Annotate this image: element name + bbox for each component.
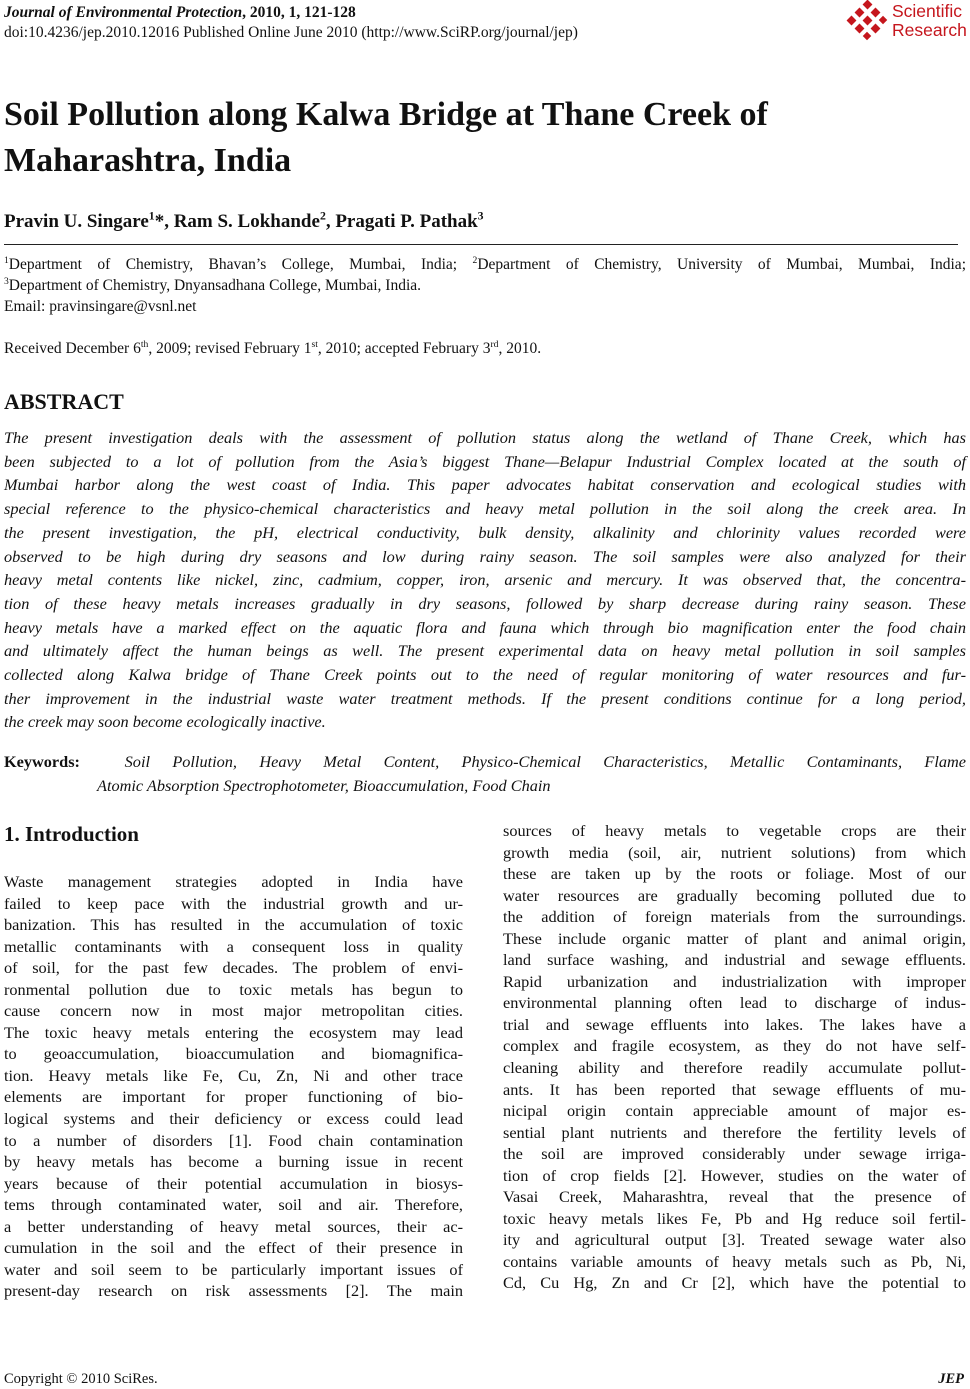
- body-text-line: the soil are improved considerably under sewage irriga-: [503, 1144, 966, 1164]
- author-affil-marker: 3: [477, 209, 484, 223]
- body-text-line: years because of their potential accumulation in biosys-: [4, 1173, 463, 1193]
- publisher-logo: [846, 0, 970, 44]
- article-title: [4, 92, 934, 184]
- affiliation-text: Department of Chemistry, Bhavan’s College, Mumbai, India;: [8, 256, 473, 273]
- scientific-research-logo-icon: [846, 0, 890, 44]
- body-text-line: to a number of disorders [1]. Food chain contamination: [4, 1130, 463, 1150]
- keywords: [4, 750, 966, 797]
- body-text-line: Waste management strategies adopted in India have: [4, 872, 463, 891]
- body-text-line: These include organic matter of plant and animal origin,: [503, 928, 966, 948]
- body-text-line: to geoaccumulation, bioaccumulation and biomagnifica-: [4, 1044, 463, 1064]
- abstract-line: and ultimately affect the human beings as well. The present experimental data on heavy metal pollution in soil samples: [4, 641, 966, 661]
- keywords-text: Soil Pollution, Heavy Metal Content, Physico-Chemical Characteristics, Metallic Contaminants, Flame: [124, 752, 967, 771]
- body-text-line: cause concern now in most major metropolitan cities.: [4, 1001, 463, 1021]
- affiliation-line: [4, 275, 966, 296]
- body-text-line: growth media (soil, air, nutrient solutions) from which: [503, 842, 966, 862]
- abstract-heading: ABSTRACT: [4, 389, 124, 414]
- body-text-line: Vasai Creek, Maharashtra, reveal that the presence of: [503, 1187, 966, 1207]
- affiliation-line: [4, 254, 966, 275]
- affiliation-text: Department of Chemistry, University of Mumbai, Mumbai, India;: [477, 256, 966, 273]
- body-text-line: The toxic heavy metals entering the ecosystem may lead: [4, 1022, 463, 1042]
- body-text-line: tems through contaminated water, soil and air. Therefore,: [4, 1195, 463, 1215]
- body-text-line: trial and sewage effluents into lakes. The lakes have a: [503, 1014, 966, 1034]
- article-title-line2: Maharashtra, India: [4, 142, 292, 179]
- abstract-line: collected along Kalwa bridge of Thane Creek points out to the need of regular monitoring of water resources and fur-: [4, 665, 966, 685]
- body-text-line: complex and fragile ecosystem, as they do not have self-: [503, 1036, 966, 1056]
- body-text-line: ronmental pollution due to toxic metals has begun to: [4, 979, 463, 999]
- author-separator: ,: [325, 211, 336, 232]
- affil-marker: 3: [4, 275, 9, 287]
- received-text: , 2009; revised February 1: [148, 340, 312, 357]
- body-column-left: [4, 871, 463, 1302]
- received-text: , 2010; accepted February 3: [317, 340, 491, 357]
- body-text-line: environmental planning often lead to discharge of indus-: [503, 993, 966, 1013]
- body-text-line: ity and agricultural output [3]. Treated sewage water also: [503, 1230, 966, 1250]
- body-text-line: water resources are gradually becoming polluted due to: [503, 885, 966, 905]
- article-title-line1: Soil Pollution along Kalwa Bridge at Thane Creek of: [4, 96, 768, 133]
- body-text-line: metallic contaminants with a consequent loss in quality: [4, 936, 463, 956]
- abstract-line: been subjected to a lot of pollution from the Asia’s biggest Thane—Belapur Industrial Complex located at the south of: [4, 451, 966, 471]
- body-text-line: toxic heavy metals likes Fe, Pb and Hg reduce soil fertil-: [503, 1208, 966, 1228]
- body-text-line: by heavy metals has become a burning issue in recent: [4, 1152, 463, 1172]
- author-list: [4, 210, 484, 234]
- abstract-body: [4, 426, 966, 734]
- body-text-line: cleaning ability and therefore readily accumulate pollut-: [503, 1058, 966, 1078]
- body-text-line: present-day research on risk assessments [2]. The main: [4, 1281, 463, 1301]
- body-text-line: sources of heavy metals to vegetable crops are their: [503, 821, 966, 840]
- journal-volume: , 2010, 1, 121-128: [242, 4, 356, 21]
- abstract-line: the present investigation, the pH, electrical conductivity, bulk density, alkalinity and chlorinity values recorded were: [4, 522, 966, 542]
- affil-marker: 2: [472, 254, 478, 266]
- received-dates: [4, 338, 541, 359]
- body-column-right: [503, 820, 966, 1294]
- body-text-line: elements are important for proper functioning of bio-: [4, 1087, 463, 1107]
- abstract-line: Mumbai harbor along the west coast of India. This paper advocates habitat conservation and ecological studies with: [4, 475, 966, 495]
- journal-citation: [4, 3, 356, 22]
- journal-name: Journal of Environmental Protection: [4, 4, 243, 21]
- ordinal-suffix: rd: [490, 338, 499, 350]
- abstract-line: heavy metal contents like nickel, zinc, cadmium, copper, iron, arsenic and mercury. It was observed that, the concentra-: [4, 570, 966, 590]
- keywords-line: Atomic Absorption Spectrophotometer, Bioaccumulation, Food Chain: [97, 775, 551, 795]
- body-text-line: sential plant nutrients and therefore the fertility levels of: [503, 1122, 966, 1142]
- body-text-line: nicipal origin contain appreciable amount of major es-: [503, 1101, 966, 1121]
- body-text-line: Cd, Cu Hg, Zn and Cr [2], which have the potential to: [503, 1273, 966, 1293]
- publisher-name-line2: Research: [892, 20, 967, 40]
- body-text-line: land surface washing, and industrial and sewage effluents.: [503, 950, 966, 970]
- abstract-line: tion of these heavy metals increases gradually in dry seasons, followed by sharp decrease during rainy season. These: [4, 593, 966, 613]
- abstract-line: heavy metals have a marked effect on the aquatic flora and fauna which through bio magnification enter the food chain: [4, 617, 966, 637]
- abstract-line: the creek may soon become ecologically inactive.: [4, 712, 326, 732]
- footer-copyright: Copyright © 2010 SciRes.: [4, 1371, 158, 1387]
- ordinal-suffix: th: [140, 338, 149, 350]
- abstract-line: special reference to the physico-chemical characteristics and heavy metal pollution in the soil along the creek area. In: [4, 499, 966, 519]
- footer-journal-abbr: JEP: [938, 1371, 964, 1387]
- doi-line: doi:10.4236/jep.2010.12016 Published Online June 2010 (http://www.SciRP.org/journal/jep): [4, 24, 578, 41]
- ordinal-suffix: st: [311, 338, 318, 350]
- received-text: Received December 6: [4, 340, 141, 357]
- body-text-line: water and soil seem to be particularly important issues of: [4, 1259, 463, 1279]
- received-text: , 2010.: [498, 340, 542, 357]
- author-name: Ram S. Lokhande: [173, 211, 320, 232]
- author-affil-marker: 2: [319, 209, 326, 223]
- body-text-line: Rapid urbanization and industrialization with improper: [503, 971, 966, 991]
- author-separator: *,: [154, 211, 174, 232]
- section-heading-introduction: 1. Introduction: [4, 822, 139, 846]
- body-text-line: ants. It has been reported that sewage effluents of mu-: [503, 1079, 966, 1099]
- abstract-line: observed to be high during dry seasons and low during rainy season. The soil samples were also analyzed for their: [4, 546, 966, 566]
- affiliation-text: Department of Chemistry, Dnyansadhana College, Mumbai, India.: [8, 277, 422, 294]
- affil-marker: 1: [4, 254, 9, 266]
- affiliations: [4, 254, 966, 317]
- body-text-line: cumulation in the soil and the effect of their presence in: [4, 1238, 463, 1258]
- abstract-line: ther improvement in the industrial waste water treatment methods. If the present conditions continue for a long period,: [4, 688, 966, 708]
- body-text-line: contains variable amounts of heavy metals such as Pb, Ni,: [503, 1251, 966, 1271]
- body-text-line: banization. This has resulted in the accumulation of toxic: [4, 915, 463, 935]
- body-text-line: tion. Heavy metals like Fe, Cu, Zn, Ni and other trace: [4, 1065, 463, 1085]
- body-text-line: the addition of foreign materials from the surroundings.: [503, 907, 966, 927]
- keywords-label: Keywords:: [4, 752, 80, 771]
- author-email: Email: pravinsingare@vsnl.net: [4, 298, 197, 315]
- body-text-line: failed to keep pace with the industrial growth and ur-: [4, 893, 463, 913]
- author-affil-marker: 1: [148, 209, 155, 223]
- body-text-line: of soil, for the past few decades. The problem of envi-: [4, 958, 463, 978]
- publisher-name-line1: Scientific: [892, 1, 963, 21]
- body-text-line: a better understanding of heavy metal sources, their ac-: [4, 1216, 463, 1236]
- body-text-line: these are taken up by the roots or foliage. Most of our: [503, 864, 966, 884]
- publisher-name: [892, 2, 967, 40]
- body-text-line: tion of crop fields [2]. However, studies on the water of: [503, 1165, 966, 1185]
- body-text-line: logical systems and their deficiency or excess could lead: [4, 1109, 463, 1129]
- author-name: Pragati P. Pathak: [335, 211, 478, 232]
- header-divider: [4, 244, 958, 245]
- abstract-line: The present investigation deals with the assessment of pollution status along the wetland of Thane Creek, which has: [4, 428, 966, 447]
- keywords-line: [4, 750, 966, 774]
- author-name: Pravin U. Singare: [4, 211, 149, 232]
